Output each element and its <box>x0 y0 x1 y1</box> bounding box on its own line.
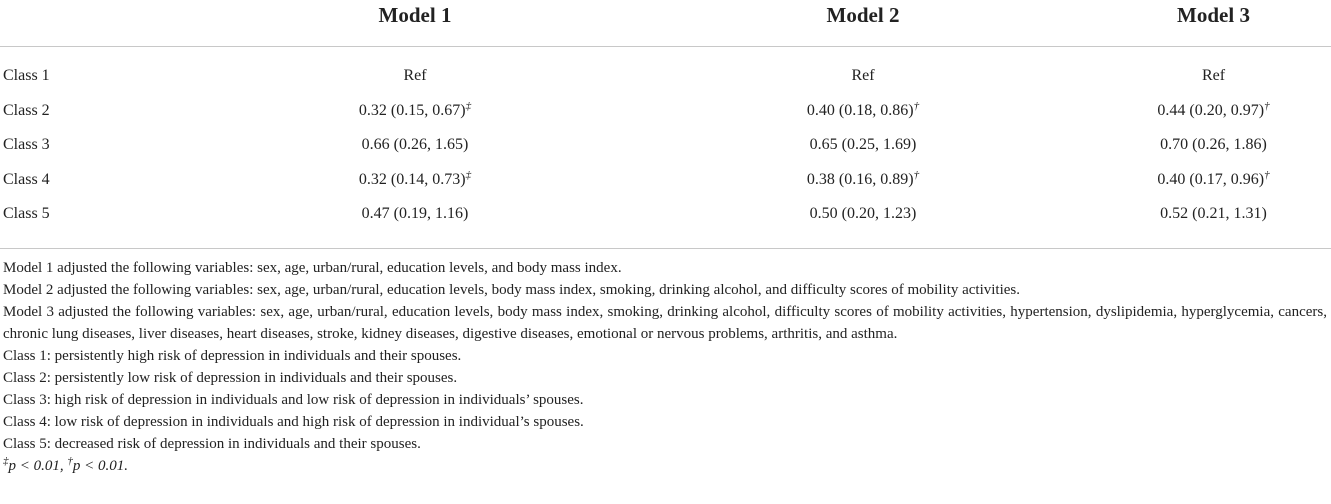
cell-sup: † <box>913 99 920 112</box>
footnote-class-1: Class 1: persistently high risk of depression in individuals and their spouses. <box>3 348 462 364</box>
cell-model-2 <box>630 166 1096 194</box>
cell-model-1 <box>200 200 630 228</box>
cell-sup: † <box>1264 99 1270 112</box>
footnote-model-3 <box>3 301 1327 345</box>
cell-value: 0.52 (0.21, 1.31) <box>1160 205 1267 222</box>
cell-model-3 <box>1096 131 1331 159</box>
cell-value: Ref <box>403 67 427 84</box>
cell-value: Ref <box>851 67 875 84</box>
cell-value: 0.44 (0.20, 0.97) <box>1157 101 1265 119</box>
header-model-2: Model 2 <box>826 3 900 27</box>
footnote-pvalue <box>3 455 1327 477</box>
row-label: Class 5 <box>3 205 50 222</box>
cell-model-3 <box>1096 200 1331 228</box>
cell-value: 0.65 (0.25, 1.69) <box>809 136 917 153</box>
header-table <box>0 0 1331 39</box>
cell-sup: ‡ <box>465 99 472 112</box>
table-top-rule <box>0 46 1331 47</box>
cell-model-3 <box>1096 62 1331 90</box>
table-bottom-rule <box>0 248 1331 249</box>
header-model-3: Model 3 <box>1177 3 1250 27</box>
cell-value: 0.47 (0.19, 1.16) <box>361 205 469 222</box>
cell-value: 0.66 (0.26, 1.65) <box>361 136 469 153</box>
cell-value: 0.32 (0.15, 0.67) <box>358 101 466 119</box>
cell-value: 0.50 (0.20, 1.23) <box>809 205 917 222</box>
cell-value: 0.70 (0.26, 1.86) <box>1160 136 1267 153</box>
cell-model-3 <box>1096 166 1331 194</box>
cell-model-2 <box>630 131 1096 159</box>
footnote-class-4: Class 4: low risk of depression in individuals and high risk of depression in individual’s spouses. <box>3 414 584 430</box>
table-row <box>0 200 1331 235</box>
row-label: Class 1 <box>3 67 50 84</box>
double-dagger-symbol: ‡ <box>3 455 9 467</box>
footnote-class-5: Class 5: decreased risk of depression in individuals and their spouses. <box>3 436 421 452</box>
table-row <box>0 97 1331 132</box>
row-label: Class 3 <box>3 136 50 153</box>
header-model-1: Model 1 <box>378 3 452 27</box>
cell-model-1 <box>200 97 630 125</box>
dagger-symbol: † <box>67 455 73 467</box>
cell-model-3 <box>1096 97 1331 125</box>
pvalue-text-2: p < 0.01. <box>72 458 128 474</box>
cell-model-2 <box>630 97 1096 125</box>
cell-value: 0.38 (0.16, 0.89) <box>806 170 914 188</box>
table-footnotes <box>3 257 1327 477</box>
results-table-header <box>0 0 1331 39</box>
cell-value: 0.40 (0.18, 0.86) <box>806 101 914 119</box>
cell-model-1 <box>200 166 630 194</box>
header-blank <box>0 0 200 39</box>
footnote-model-3-line2: dyslipidemia, hyperglycemia, cancers, chronic lung diseases, liver diseases, heart diseases, stroke, kidney diseases, digestive diseases, emotional or nervous problems, arthritis, and asthma. <box>3 304 1327 342</box>
row-label: Class 4 <box>3 170 50 188</box>
cell-model-1 <box>200 62 630 90</box>
table-body <box>0 62 1331 235</box>
cell-model-2 <box>630 62 1096 90</box>
footnote-class-3: Class 3: high risk of depression in individuals and low risk of depression in individuals’ spouses. <box>3 392 584 408</box>
row-label: Class 2 <box>3 101 50 119</box>
footnote-model-1: Model 1 adjusted the following variables: sex, age, urban/rural, education levels, and body mass index. <box>3 260 622 276</box>
table-row <box>0 131 1331 166</box>
footnote-model-3-line1: Model 3 adjusted the following variables: sex, age, urban/rural, education levels, body mass index, smoking, drinking alcohol, difficulty scores of mobility activities, hypertension, <box>3 304 1092 320</box>
cell-model-2 <box>630 200 1096 228</box>
cell-model-1 <box>200 131 630 159</box>
footnote-model-2: Model 2 adjusted the following variables: sex, age, urban/rural, education levels, body mass index, smoking, drinking alcohol, and difficulty scores of mobility activities. <box>3 282 1021 298</box>
cell-value: Ref <box>1201 67 1226 84</box>
cell-value: 0.40 (0.17, 0.96) <box>1157 170 1265 188</box>
pvalue-text-1: p < 0.01, <box>8 458 68 474</box>
cell-sup: † <box>1264 168 1270 181</box>
footnote-class-2: Class 2: persistently low risk of depression in individuals and their spouses. <box>3 370 458 386</box>
cell-sup: † <box>913 168 920 181</box>
cell-value: 0.32 (0.14, 0.73) <box>358 170 466 188</box>
cell-sup: ‡ <box>465 168 472 181</box>
table-row <box>0 62 1331 97</box>
table-row <box>0 166 1331 201</box>
